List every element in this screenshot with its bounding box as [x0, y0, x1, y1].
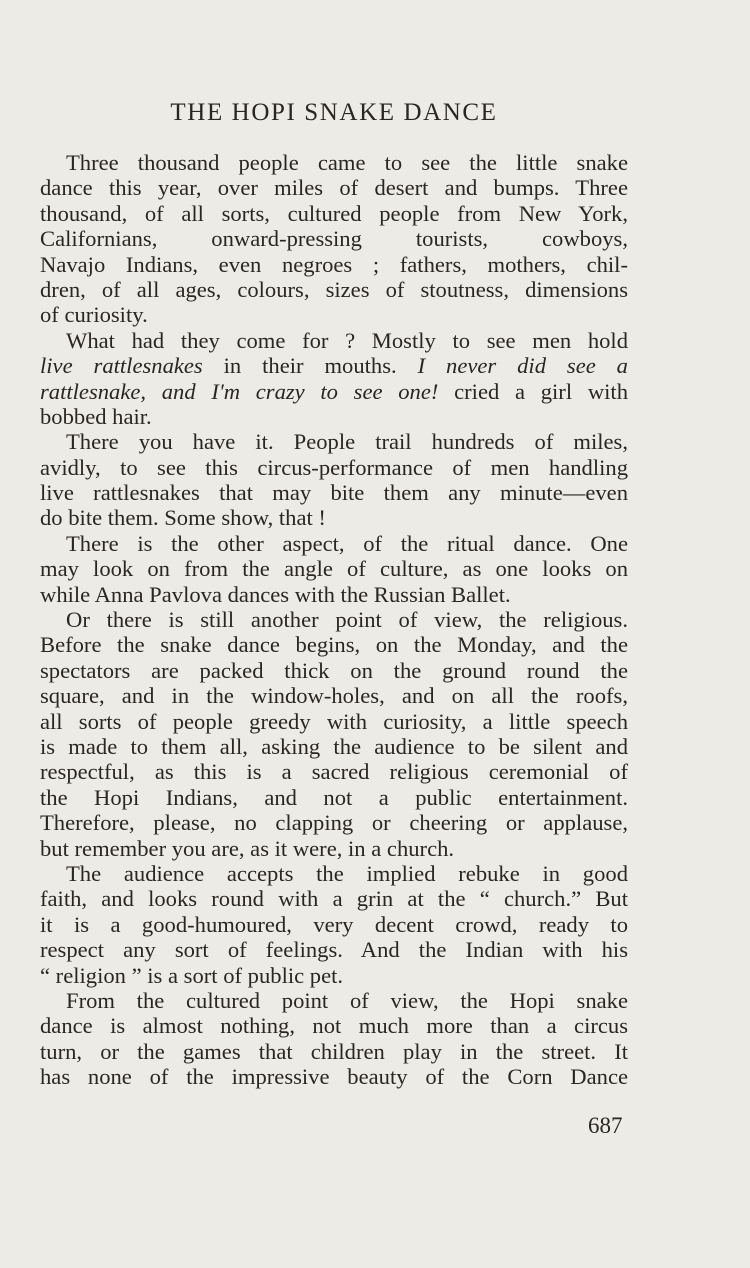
text-line: [40, 988, 628, 1013]
paragraph: [40, 150, 628, 328]
text-line: [40, 683, 628, 708]
text-segment: do bite them. Some show, that !: [40, 505, 326, 531]
text-line: [40, 277, 628, 302]
text-line: [40, 429, 628, 454]
paragraph: [40, 531, 628, 607]
text-segment: of curiosity.: [40, 302, 148, 328]
italic-text: live rattlesnakes: [40, 353, 203, 379]
running-head: THE HOPI SNAKE DANCE: [170, 99, 498, 126]
text-segment: Navajo Indians, even negroes ; fathers, mothers, chil-: [40, 251, 628, 277]
text-line: [40, 607, 628, 632]
text-segment: bobbed hair.: [40, 403, 152, 429]
text-line: [40, 480, 628, 505]
text-segment: avidly, to see this circus-performance of men handling: [40, 454, 628, 480]
paragraph: [40, 328, 628, 430]
text-line: [40, 328, 628, 353]
text-segment: There is the other aspect, of the ritual dance. One: [66, 530, 628, 556]
text-line: [40, 861, 628, 886]
text-segment: in their mouths.: [202, 353, 418, 379]
text-line: [40, 353, 628, 378]
text-segment: cried a girl with: [438, 378, 628, 404]
paragraph: [40, 429, 628, 531]
text-line: [40, 150, 628, 175]
text-line: [40, 379, 628, 404]
italic-text: I never did see a: [417, 353, 628, 379]
text-line: [40, 1039, 628, 1064]
text-line: [40, 505, 628, 530]
text-segment: The audience accepts the implied rebuke in good: [66, 860, 628, 886]
text-segment: while Anna Pavlova dances with the Russian Ballet.: [40, 581, 511, 607]
text-segment: spectators are packed thick on the ground round the: [40, 657, 628, 683]
text-line: [40, 886, 628, 911]
paragraph: [40, 861, 628, 988]
text-segment: What had they come for ? Mostly to see men hold: [66, 327, 628, 353]
text-line: [40, 632, 628, 657]
text-line: [40, 734, 628, 759]
text-segment: Californians, onward-pressing tourists, cowboys,: [40, 226, 628, 252]
text-line: [40, 201, 628, 226]
text-segment: is made to them all, asking the audience to be silent and: [40, 733, 628, 759]
text-line: [40, 785, 628, 810]
text-segment: turn, or the games that children play in the street. It: [40, 1038, 628, 1064]
text-line: [40, 937, 628, 962]
text-segment: Therefore, please, no clapping or cheering or applause,: [40, 810, 628, 836]
text-segment: Three thousand people came to see the little snake: [66, 150, 628, 175]
text-line: [40, 175, 628, 200]
text-line: [40, 455, 628, 480]
text-line: [40, 836, 628, 861]
page-number: 687: [588, 1113, 623, 1138]
text-segment: From the cultured point of view, the Hopi snake: [66, 987, 628, 1013]
text-line: [40, 556, 628, 581]
text-line: [40, 912, 628, 937]
italic-text: rattlesnake, and I'm crazy to see one!: [40, 378, 439, 404]
text-line: [40, 226, 628, 251]
text-segment: Or there is still another point of view, the religious.: [66, 607, 628, 633]
text-segment: square, and in the window-holes, and on all the roofs,: [40, 683, 628, 709]
text-segment: faith, and looks round with a grin at the “ church.” But: [40, 886, 628, 912]
text-line: [40, 963, 628, 988]
text-segment: all sorts of people greedy with curiosity, a little speech: [40, 708, 628, 734]
text-segment: but remember you are, as it were, in a church.: [40, 835, 455, 861]
text-segment: “ religion ” is a sort of public pet.: [40, 962, 344, 988]
text-line: [40, 810, 628, 835]
text-segment: dance this year, over miles of desert and bumps. Three: [40, 175, 628, 201]
text-segment: dren, of all ages, colours, sizes of stoutness, dimensions: [40, 276, 628, 302]
text-line: [40, 759, 628, 784]
text-line: [40, 658, 628, 683]
paragraph: [40, 988, 628, 1090]
text-segment: may look on from the angle of culture, as one looks on: [40, 556, 628, 582]
paragraph: [40, 607, 628, 861]
text-segment: respect any sort of feelings. And the Indian with his: [40, 937, 628, 963]
text-line: [40, 302, 628, 327]
text-line: [40, 252, 628, 277]
text-segment: thousand, of all sorts, cultured people from New York,: [40, 200, 628, 226]
text-line: [40, 531, 628, 556]
body-text: [40, 150, 628, 1089]
text-line: [40, 404, 628, 429]
text-segment: live rattlesnakes that may bite them any minute—even: [40, 480, 628, 506]
text-line: [40, 1013, 628, 1038]
text-line: [40, 1064, 628, 1089]
text-segment: respectful, as this is a sacred religious ceremonial of: [40, 759, 628, 785]
text-segment: Before the snake dance begins, on the Monday, and the: [40, 632, 628, 658]
text-line: [40, 582, 628, 607]
text-segment: There you have it. People trail hundreds of miles,: [66, 429, 628, 455]
text-segment: has none of the impressive beauty of the Corn Dance: [40, 1064, 628, 1090]
text-segment: it is a good-humoured, very decent crowd, ready to: [40, 911, 628, 937]
text-segment: dance is almost nothing, not much more than a circus: [40, 1013, 628, 1039]
text-line: [40, 709, 628, 734]
text-segment: the Hopi Indians, and not a public entertainment.: [40, 784, 628, 810]
